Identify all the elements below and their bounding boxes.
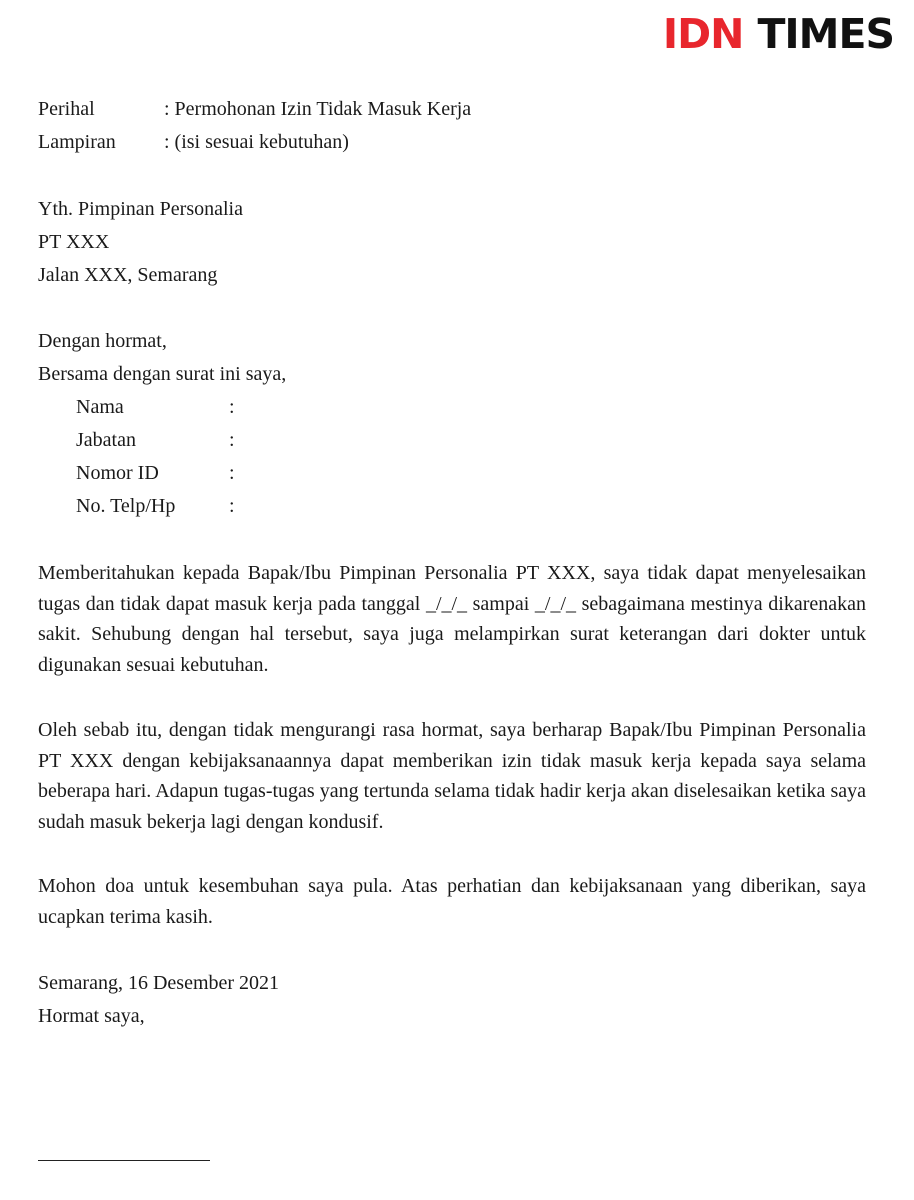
paragraph-1-block [38, 558, 866, 680]
field-colon: : [229, 495, 235, 517]
field-label: Jabatan [76, 429, 136, 451]
letter-header [38, 93, 866, 159]
field-label: Nomor ID [76, 462, 159, 484]
intro-line: Bersama dengan surat ini saya, [38, 363, 287, 385]
closing-salutation: Hormat saya, [38, 1005, 145, 1027]
paragraph-3-block [38, 871, 866, 932]
perihal-value: : Permohonan Izin Tidak Masuk Kerja [164, 98, 472, 120]
recipient-line-2: PT XXX [38, 231, 110, 253]
body-paragraph-2: Oleh sebab itu, dengan tidak mengurangi rasa hormat, saya berharap Bapak/Ibu Pimpinan Personalia PT XXX dengan kebijaksanaannya dapat memberikan izin tidak masuk kerja kepada saya selama beberapa hari. Adapun tugas-tugas yang tertunda selama tidak hadir kerja akan diselesaikan ketika saya sudah masuk bekerja lagi dengan kondusif. [38, 719, 866, 833]
field-nomor-id [38, 457, 866, 490]
perihal-label: Perihal [38, 98, 95, 120]
greeting: Dengan hormat, [38, 330, 167, 352]
field-label: No. Telp/Hp [76, 495, 176, 517]
lampiran-label: Lampiran [38, 131, 116, 153]
field-nama [38, 391, 866, 424]
field-label: Nama [76, 396, 124, 418]
idn-times-logo [662, 10, 894, 58]
field-telp [38, 490, 866, 523]
closing-block [38, 967, 866, 1033]
recipient-line-1: Yth. Pimpinan Personalia [38, 198, 243, 220]
recipient-line-3: Jalan XXX, Semarang [38, 264, 218, 286]
paragraph-2-block [38, 715, 866, 837]
logo-idn: IDN [662, 10, 744, 58]
identity-block [38, 325, 866, 523]
field-colon: : [229, 429, 235, 451]
perihal-row [38, 93, 866, 126]
place-date: Semarang, 16 Desember 2021 [38, 972, 280, 994]
lampiran-value: : (isi sesuai kebutuhan) [164, 131, 349, 153]
field-colon: : [229, 462, 235, 484]
recipient-block [38, 193, 866, 292]
field-colon: : [229, 396, 235, 418]
logo-times: TIMES [757, 10, 894, 58]
lampiran-row [38, 126, 866, 159]
field-jabatan [38, 424, 866, 457]
body-paragraph-3: Mohon doa untuk kesembuhan saya pula. Atas perhatian dan kebijaksanaan yang diberikan, saya ucapkan terima kasih. [38, 875, 866, 928]
body-paragraph-1: Memberitahukan kepada Bapak/Ibu Pimpinan Personalia PT XXX, saya tidak dapat menyelesaikan tugas dan tidak dapat masuk kerja pada tanggal _/_/_ sampai _/_/_ sebagaimana mestinya dikarenakan sakit. Sehubung dengan hal tersebut, saya juga melampirkan surat keterangan dari dokter untuk digunakan sesuai kebutuhan. [38, 562, 866, 676]
signature-line [38, 1160, 210, 1161]
